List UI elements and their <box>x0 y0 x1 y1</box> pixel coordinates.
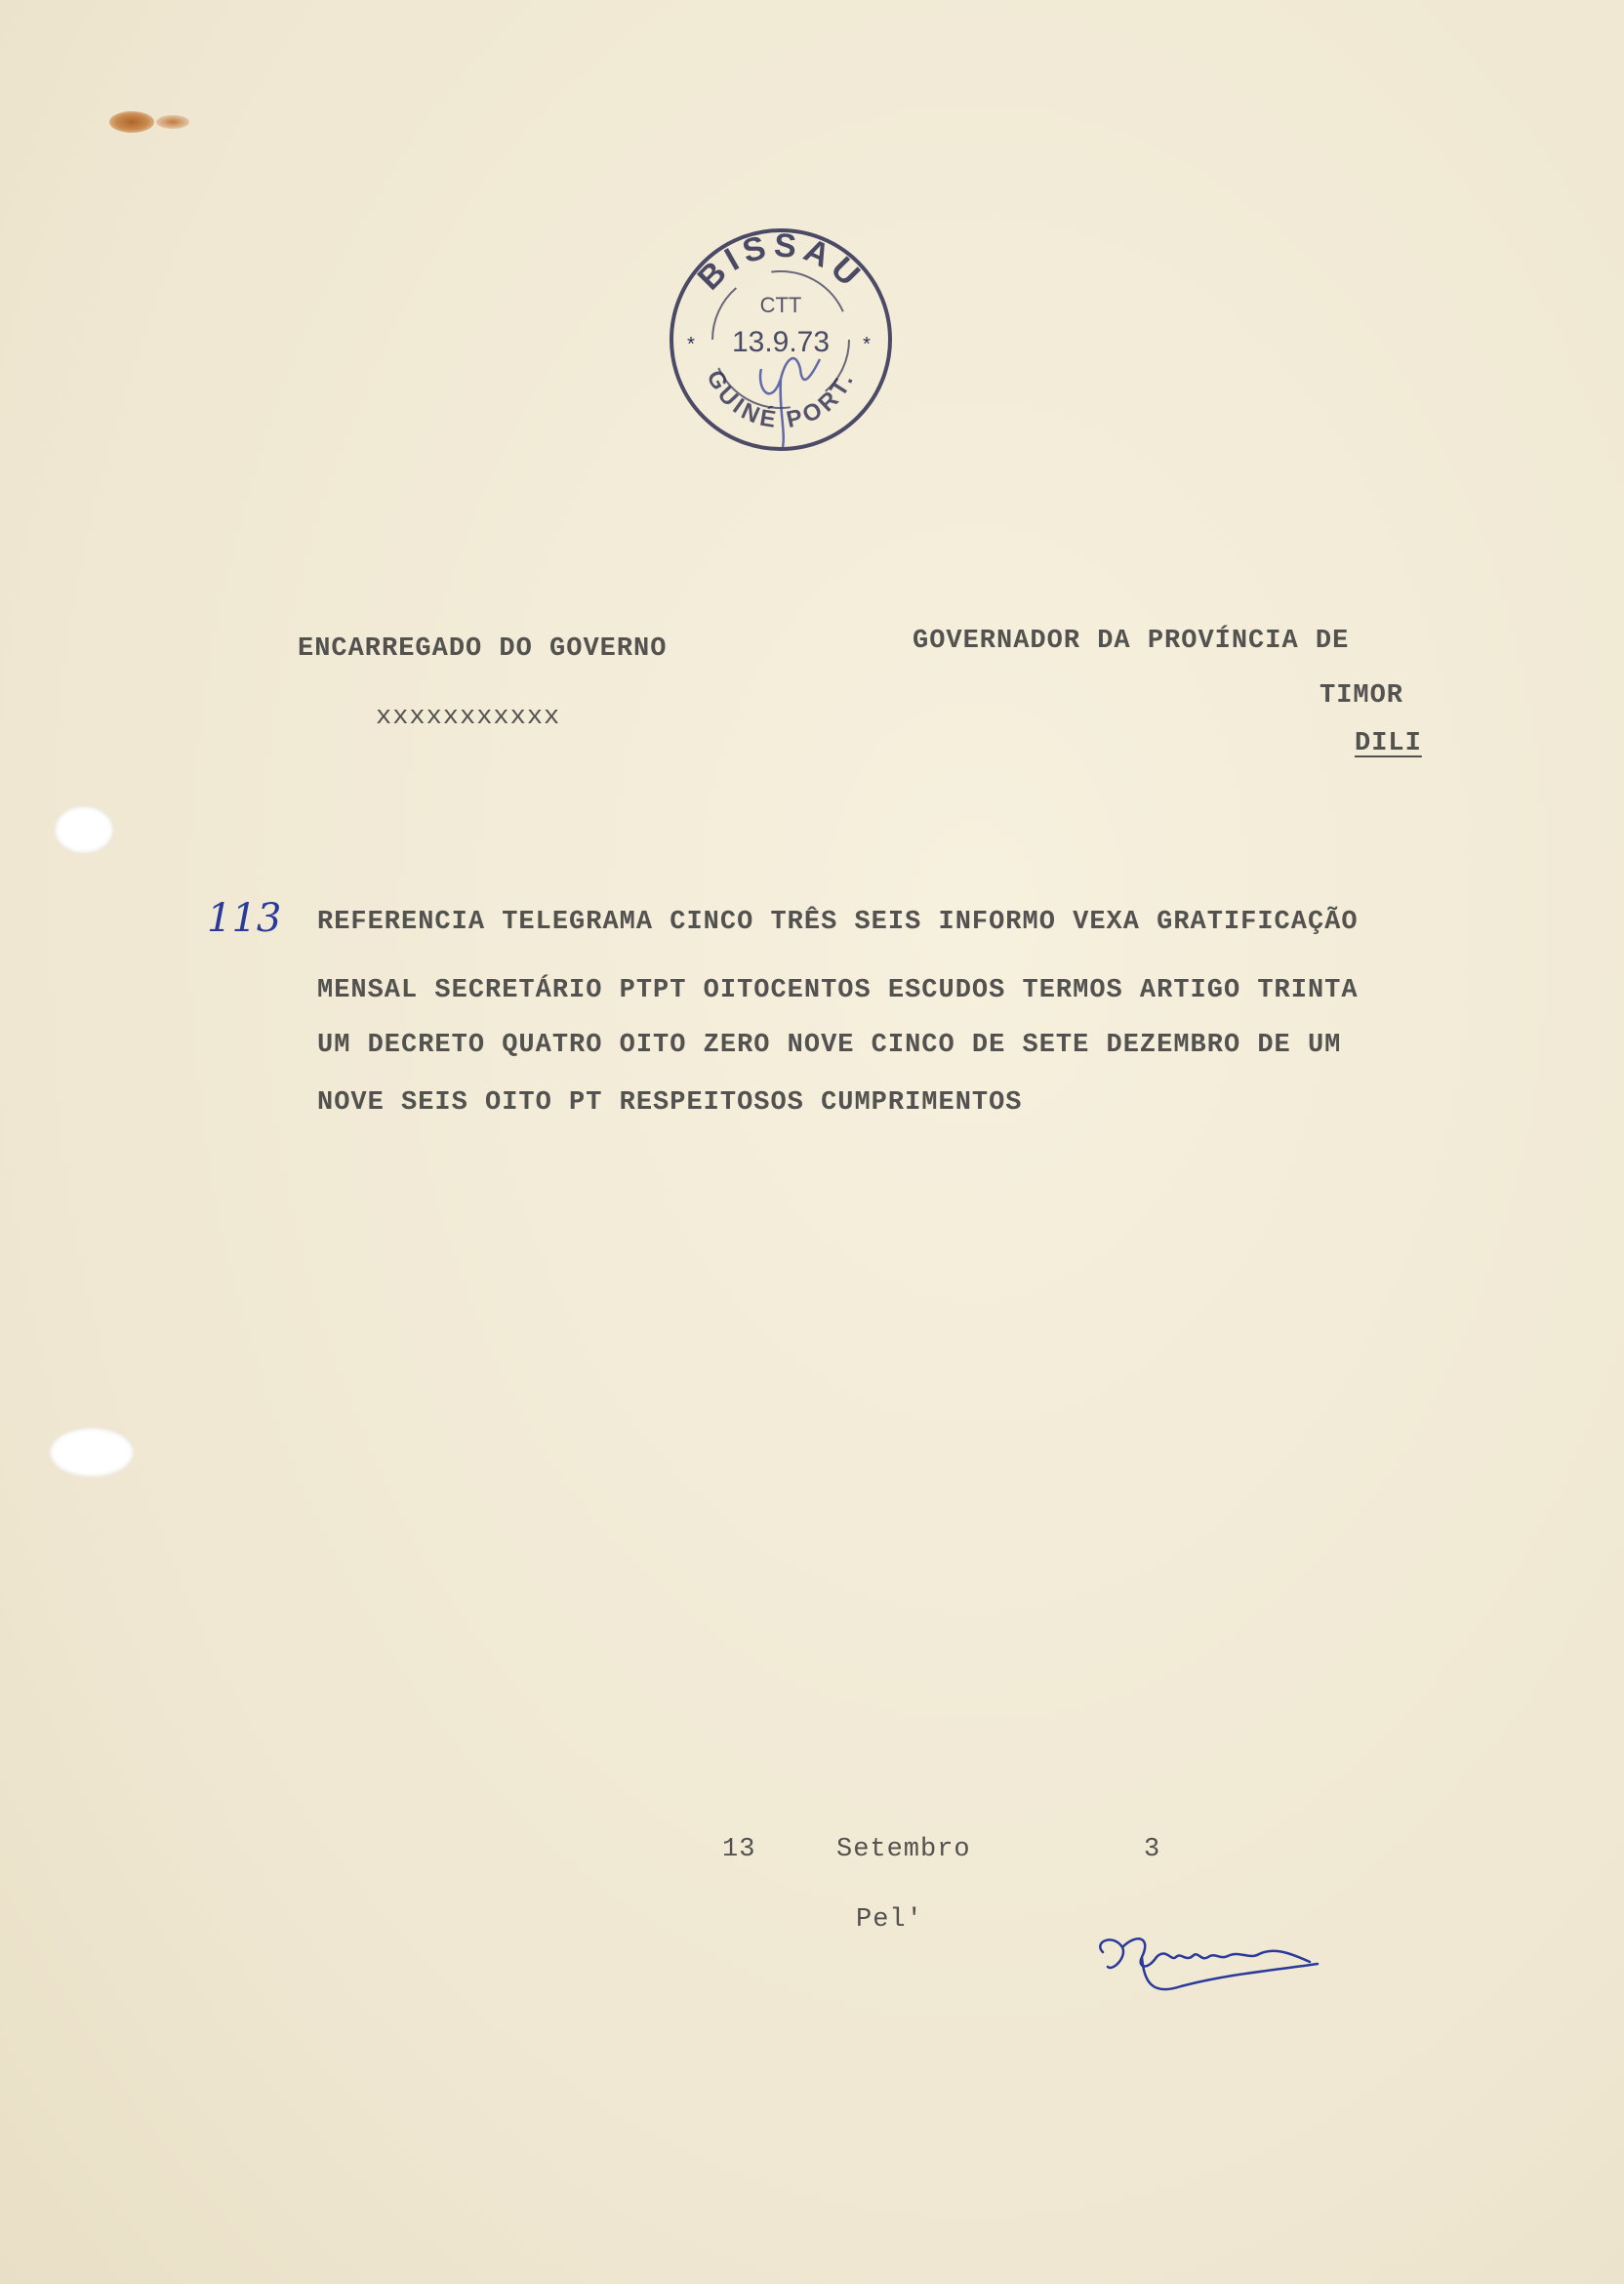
message-line: NOVE SEIS OITO PT RESPEITOSOS CUMPRIMENTOS <box>317 1088 1023 1118</box>
stamp-date: 13.9.73 <box>731 326 831 358</box>
stamp-inner-text: CTT <box>759 293 802 317</box>
signature <box>1083 1913 1327 2020</box>
stamp-top-text: BISSAU <box>690 226 872 298</box>
punch-hole-upper <box>54 805 114 854</box>
stamp-star-right: * <box>861 336 873 358</box>
postmark-stamp <box>664 223 898 457</box>
rust-stain-small <box>156 115 189 129</box>
recipient-city: DILI <box>1355 729 1422 758</box>
recipient-province: TIMOR <box>1320 681 1404 711</box>
stamp-star-left: * <box>685 336 698 358</box>
punch-hole-lower <box>49 1427 135 1478</box>
sender-redacted: xxxxxxxxxxx <box>376 703 561 732</box>
pel-label: Pel' <box>856 1905 923 1935</box>
rust-stain <box>109 111 154 133</box>
date-day: 13 <box>722 1835 756 1864</box>
recipient-title: GOVERNADOR DA PROVÍNCIA DE <box>913 627 1350 656</box>
message-line: UM DECRETO QUATRO OITO ZERO NOVE CINCO DE SETE DEZEMBRO DE UM <box>317 1031 1342 1060</box>
date-month: Setembro <box>836 1835 971 1864</box>
date-year: 3 <box>1144 1835 1161 1864</box>
message-line: REFERENCIA TELEGRAMA CINCO TRÊS SEIS INFORMO VEXA GRATIFICAÇÃO <box>317 908 1359 937</box>
message-line: MENSAL SECRETÁRIO PTPT OITOCENTOS ESCUDOS TERMOS ARTIGO TRINTA <box>317 976 1359 1005</box>
handwritten-reference-number: 113 <box>207 896 282 941</box>
sender-title: ENCARREGADO DO GOVERNO <box>298 634 668 664</box>
stamp-bottom-text: GUINÉ PORT. <box>701 365 861 434</box>
